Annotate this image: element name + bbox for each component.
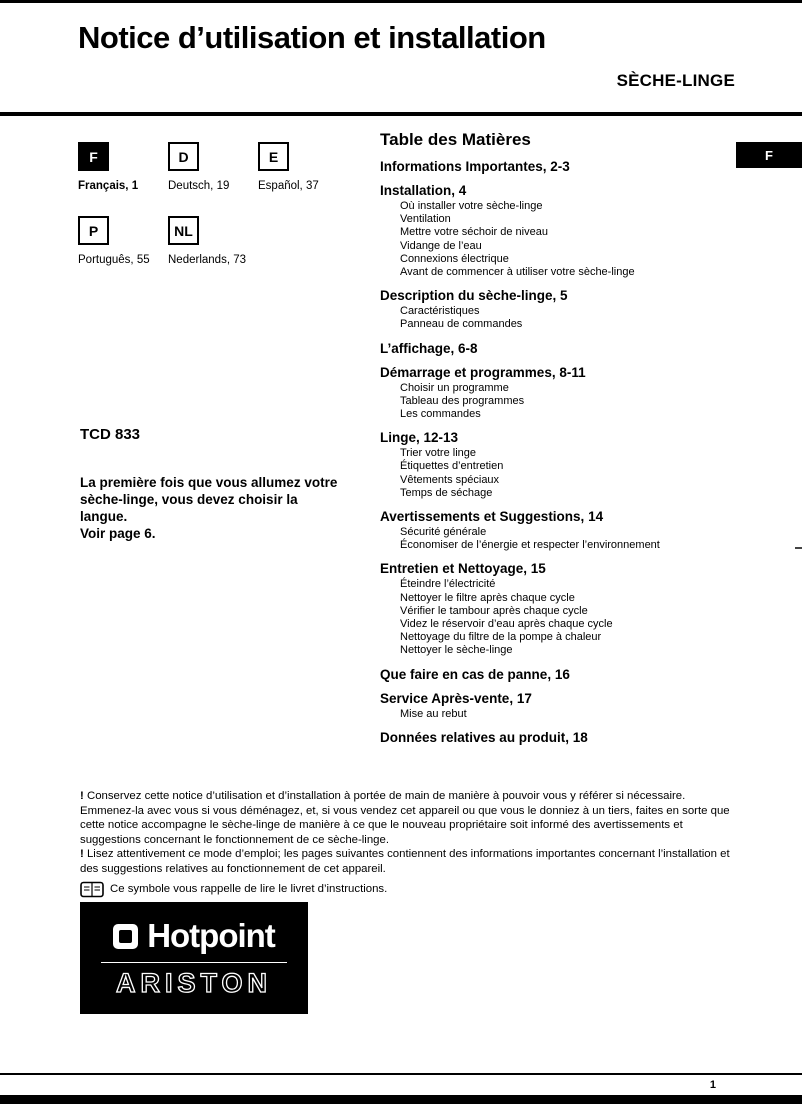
toc-heading: Table des Matières (380, 130, 531, 149)
language-label: Français, 1 (78, 180, 139, 192)
toc-sub-item: Sécurité générale (400, 526, 487, 539)
note-read-carefully-text: Lisez attentivement ce mode d’emploi; les pages suivantes contiennent des informations importantes concernant l’installation et des suggestions relatives au fonctionnement de cet appareil. (80, 848, 730, 875)
toc-sub-item: Choisir un programme (400, 381, 509, 394)
toc-sub-item: Vêtements spéciaux (400, 473, 500, 486)
language-cell-d (168, 142, 258, 192)
toc-entry-title: Installation, 4 (380, 183, 467, 198)
toc-sub-item: Vérifier le tambour après chaque cycle (400, 604, 588, 617)
toc-entry-title: Données relatives au produit, 18 (380, 729, 588, 745)
language-label: Nederlands, 73 (168, 254, 246, 266)
toc-entry-title: Entretien et Nettoyage, 15 (380, 561, 546, 577)
toc-entry-title: Démarrage et programmes, 8-11 (380, 364, 586, 380)
toc-sub-item: Économiser de l’énergie et respecter l’environnement (400, 539, 660, 552)
note-read-carefully (80, 847, 730, 876)
model-number: TCD 833 (80, 426, 141, 443)
toc-sub-item: Mise au rebut (400, 707, 467, 720)
toc-entry-title: Linge, 12-13 (380, 430, 459, 446)
language-label: Português, 55 (78, 254, 150, 266)
toc-entry-title: L’affichage, 6-8 (380, 340, 478, 356)
toc-sub-item: Temps de séchage (400, 486, 493, 499)
toc-sub-item: Trier votre linge (400, 447, 477, 460)
brand-divider (101, 962, 287, 963)
language-code-box: F (78, 142, 109, 171)
open-book-icon (80, 881, 104, 898)
brand-subname-text: ARISTON (115, 968, 273, 998)
toc-sub-item: Vidange de l’eau (400, 239, 482, 252)
toc-sub-item: Nettoyer le sèche-linge (400, 644, 513, 657)
language-cell-e (258, 142, 348, 192)
language-cell-p (78, 216, 168, 266)
note-bang: ! (80, 848, 84, 861)
language-corner-tab: F (736, 142, 802, 168)
toc-sub-item: Étiquettes d’entretien (400, 460, 504, 473)
toc-entry-title: Que faire en cas de panne, 16 (380, 666, 570, 682)
note-keep-manual (80, 789, 730, 847)
toc-entry-title: Service Après-vente, 17 (380, 690, 532, 706)
language-label: Deutsch, 19 (168, 180, 230, 192)
page-number: 1 (709, 1079, 716, 1091)
language-code-box: P (78, 216, 109, 245)
brand-subname (89, 967, 299, 999)
toc-sub-item: Avant de commencer à utiliser votre sèche-linge (400, 266, 635, 279)
language-label: Español, 37 (258, 180, 319, 192)
brand-name: Hotpoint (147, 917, 275, 954)
bottom-edge-bar (0, 1095, 802, 1104)
toc-sub-item: Ventilation (400, 213, 451, 226)
toc-entry-title: Avertissements et Suggestions, 14 (380, 509, 604, 525)
toc-sub-item: Connexions électrique (400, 252, 509, 265)
language-row-2 (78, 216, 258, 266)
hotpoint-square-inner (119, 930, 132, 943)
note-bang: ! (80, 790, 84, 802)
symbol-note-text: Ce symbole vous rappelle de lire le livret d’instructions. (110, 882, 388, 895)
first-use-note-page: Voir page 6. (80, 526, 156, 541)
toc-sub-item: Les commandes (400, 408, 481, 421)
header-rule (0, 112, 802, 116)
product-type-label: SÈCHE-LINGE (616, 71, 735, 90)
top-edge-bar (0, 0, 802, 3)
toc-entry-title: Informations Importantes, 2-3 (380, 159, 570, 174)
fold-mark (795, 547, 802, 549)
toc-sub-item: Mettre votre séchoir de niveau (400, 226, 548, 239)
language-code-box: E (258, 142, 289, 171)
language-cell-f (78, 142, 168, 192)
toc-sub-item: Caractéristiques (400, 305, 480, 318)
toc-entries (380, 159, 785, 745)
footer-rule (0, 1073, 802, 1075)
note-keep-manual-text: Conservez cette notice d’utilisation et d’installation à portée de main de manière à pouvoir vous y référer si nécessaire. Emmenez-la avec vous si vous déménagez, et, si vous vendez cet appareil ou que vous le donniez à un tiers, faites en sorte que cette notice accompagne le sèche-linge de manière à ce que le nouveau propriétaire soit informé des avertissements et suggestions concernant le fonctionnement de ce sèche-linge. (80, 790, 730, 846)
toc-sub-item: Videz le réservoir d’eau après chaque cycle (400, 618, 613, 631)
page-title: Notice d’utilisation et installation (78, 20, 546, 55)
toc-sub-item: Tableau des programmes (400, 394, 525, 407)
language-row-1 (78, 142, 348, 192)
table-of-contents (380, 130, 785, 747)
brand-row (113, 917, 275, 955)
first-use-note (80, 474, 338, 542)
toc-entry-title: Description du sèche-linge, 5 (380, 288, 568, 304)
toc-sub-item: Panneau de commandes (400, 318, 523, 331)
symbol-note (80, 881, 730, 898)
brand-logo (80, 902, 308, 1014)
language-code-box: NL (168, 216, 199, 245)
first-use-note-text: La première fois que vous allumez votre sèche-linge, vous devez choisir la langue. (80, 475, 338, 524)
toc-sub-item: Nettoyage du filtre de la pompe à chaleur (400, 631, 602, 644)
footer-notes (80, 789, 730, 898)
toc-sub-item: Nettoyer le filtre après chaque cycle (400, 591, 575, 604)
language-code-box: D (168, 142, 199, 171)
language-cell-nl (168, 216, 258, 266)
toc-sub-item: Où installer votre sèche-linge (400, 200, 543, 212)
hotpoint-square-icon (113, 924, 138, 949)
toc-sub-item: Éteindre l’électricité (400, 578, 496, 591)
